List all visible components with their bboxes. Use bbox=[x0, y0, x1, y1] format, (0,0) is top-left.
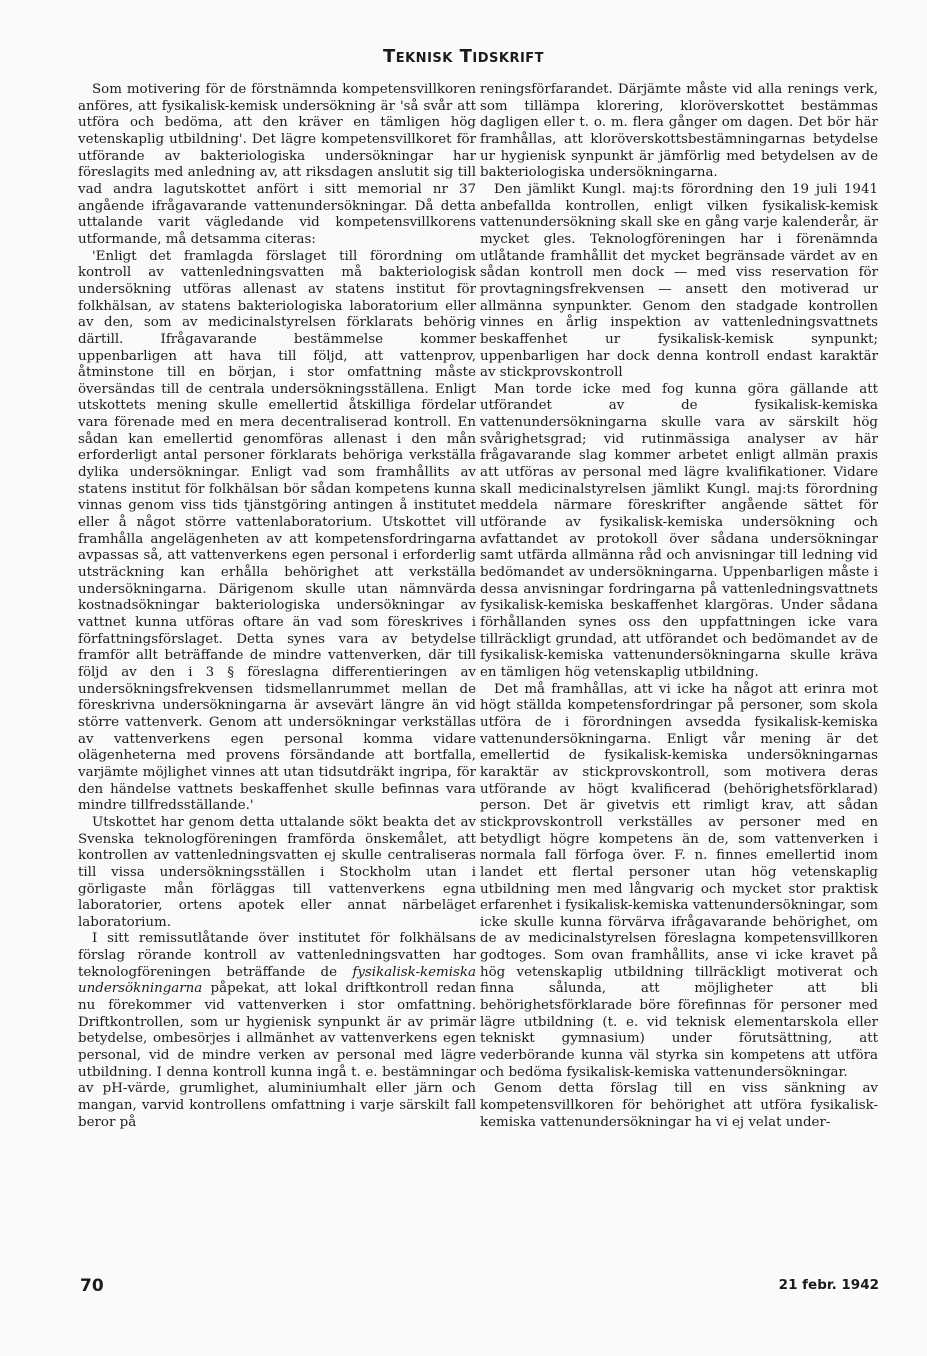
quoted-paragraph: 'Enligt det framlagda förslaget till förordning om kontroll av vattenledningsvatten må bakteriologisk undersökning utföras allenast av statens institut för folkhälsan, av statens bakteriologiska laboratorium eller av den, som av medicinalstyrelsen förklarats behörig därtill. Ifrågavarande bestämmelse kommer uppenbarligen att hava till följd, att vattenprov, åtminstone till en början, i stor omfattning måste översändas till de centrala undersökningsställena. Enligt utskottets mening skulle emellertid åtskilliga fördelar vara förenade med en mera decentraliserad kontroll. En sådan kan emellertid genomföras allenast i den mån erforderligt antal personer förklarats behöriga verkställa dylika undersökningar. Enligt vad som framhållits av statens institut för folkhälsan bör sådan kompetens kunna vinnas genom viss tids tjänstgöring antingen å institutet eller å något större vattenlaboratorium. Utskottet vill framhålla angelägenheten av att kompetensfordringarna avpassas så, att vattenverkens egen personal i erforderlig utsträckning kan erhålla behörighet att verkställa undersökningarna. Därigenom skulle utan nämnvärda kostnadsökningar bakteriologiska undersökningar av vattnet kunna utföras oftare än vad som föreskrives i författningsförslaget. Detta synes vara av betydelse framför allt beträffande de mindre vattenverken, där till följd av den i 3 § föreslagna differentieringen av undersökningsfrekvensen tidsmellanrummet mellan de föreskrivna undersökningarna är avsevärt längre än vid större vattenverk. Genom att undersökningar verkställas av vattenverkens egen personal komma vidare olägenheterna med provens försändande att bortfalla, varjämte möjlighet vinnes att utan tidsutdräkt ingripa, för den händelse vattnets beskaffenhet skulle befinnas vara mindre tillfredsställande.' bbox=[78, 248, 476, 814]
paragraph: Som motivering för de förstnämnda kompetensvillkoren anföres, att fysikalisk-kemisk undersökning är 'så svår att utföra och bedöma, att den kräver en tämligen hög vetenskaplig utbildning'. Det lägre kompetensvillkoret för utförande av bakteriologiska undersökningar har föreslagits med anledning av, att riksdagen anslutit sig till vad andra lagutskottet anfört i sitt memorial nr 37 angående ifrågavarande vattenundersökningar. Då detta uttalande varit vägledande vid kompetensvillkorens utformande, må detsamma citeras: bbox=[78, 82, 476, 247]
left-column bbox=[78, 82, 476, 1131]
italic-term: fysikalisk-kemiska undersökningarna bbox=[78, 964, 476, 997]
issue-date: 21 febr. 1942 bbox=[778, 1277, 879, 1293]
paragraph: Utskottet har genom detta uttalande sökt beakta det av Svenska teknologföreningen framförda önskemålet, att kontrollen av vattenledningsvatten ej skulle centraliseras till vissa undersökningsställen i Stockholm utan i görligaste mån förläggas till vattenverkens egna laboratorier, ortens apotek eller annat närbeläget laboratorium. bbox=[78, 814, 476, 930]
right-column bbox=[480, 82, 878, 1131]
paragraph: Genom detta förslag till en viss sänkning av kompetensvillkoren för behörighet att utföra fysikalisk-kemiska vattenundersökningar ha vi ej velat under- bbox=[480, 1081, 878, 1130]
paragraph: Det må framhållas, att vi icke ha något att erinra mot högt ställda kompetensfordringar på personer, som skola utföra de i förordningen avsedda fysikalisk-kemiska vattenundersökningarna. Enligt vår mening är det emellertid de fysikalisk-kemiska undersökningarnas karaktär av stickprovskontroll, som motivera deras utförande av högt kvalificerad (behörighetsförklarad) person. Det är givetvis ett rimligt krav, att sådan stickprovskontroll verkställes av personer med en betydligt högre kompetens än de, som vattenverken i normala fall förfoga över. F. n. finnes emellertid inom landet ett flertal personer utan hög vetenskaplig utbildning men med långvarig och mycket stor praktisk erfarenhet i fysikalisk-kemiska vattenundersökningar, som icke skulle kunna förvärva ifrågavarande behörighet, om de av medicinalstyrelsen föreslagna kompetensvillkoren godtoges. Som ovan framhållits, anse vi icke kravet på hög vetenskaplig utbildning tillräckligt motiverat och finna sålunda, att möjligheter att bli behörighetsförklarade böre förefinnas för personer med lägre utbildning (t. e. vid teknisk elementarskola eller tekniskt gymnasium) under förutsättning, att vederbörande kunna väl styrka sin kompetens att utföra och bedöma fysikalisk-kemiska vattenundersökningar. bbox=[480, 681, 879, 1080]
journal-masthead: Teknisk Tidskrift bbox=[382, 46, 545, 67]
paragraph bbox=[78, 931, 476, 1131]
continued-paragraph: reningsförfarandet. Därjämte måste vid alla renings verk, som tillämpa klorering, kloröverskottet bestämmas dagligen eller t. o. m. flera gånger om dagen. Det bör här framhållas, att kloröverskottsbestämningarnas betydelse ur hygienisk synpunkt är jämförlig med betydelsen av de bakteriologiska undersökningarna. bbox=[480, 82, 878, 181]
paragraph-text: I sitt remissutlåtande över institutet för folkhälsans förslag rörande kontroll av vattenledningsvatten har teknologföreningen beträffande de bbox=[78, 931, 476, 980]
paragraph: Den jämlikt Kungl. maj:ts förordning den 19 juli 1941 anbefallda kontrollen, enligt vilken fysikalisk-kemisk vattenundersökning skall ske en gång varje kalenderår, är mycket gles. Teknologföreningen har i förenämnda utlåtande framhållit det mycket begränsade värdet av en sådan kontroll men dock — med viss reservation för provtagningsfrekvensen — ansett den motiverad ur allmänna synpunkter. Genom den stadgade kontrollen vinnes en årlig inspektion av vattenledningsvattnets beskaffenhet ur fysikalisk-kemisk synpunkt; uppenbarligen har dock denna kontroll endast karaktär av stickprovskontroll bbox=[480, 181, 878, 381]
page-number: 70 bbox=[80, 1276, 104, 1296]
paragraph-text: påpekat, att lokal driftkontroll redan nu förekommer vid vattenverken i stor omfattning. Driftkontrollen, som ur hygienisk synpunkt är av primär betydelse, ombesörjes i allmänhet av vattenverkens egen personal, vid de mindre verken av personal med lägre utbildning. I denna kontroll kunna ingå t. e. bestämningar av pH-värde, grumlighet, aluminiumhalt eller järn och mangan, varvid kontrollens omfattning i varje särskilt fall beror på bbox=[78, 981, 476, 1130]
paragraph: Man torde icke med fog kunna göra gällande att utförandet av de fysikalisk-kemiska vattenundersökningarna skulle vara av särskilt hög svårighetsgrad; vid rutinmässiga analyser av här frågavarande slag kommer arbetet enligt allmän praxis att utföras av personal med lägre kvalifikationer. Vidare skall medicinalstyrelsen jämlikt Kungl. maj:ts förordning meddela närmare föreskrifter angående sättet för utförande av fysikalisk-kemiska undersökning och avfattandet av protokoll över sådana undersökningar samt utfärda allmänna råd och anvisningar till ledning vid bedömandet av undersökningarna. Uppenbarligen måste i dessa anvisningar fordringarna på vattenledningsvattnets fysikalisk-kemiska beskaffenhet klargöras. Under sådana förhållanden synes oss den uppfattningen icke vara tillräckligt grundad, att utförandet och bedömandet av de fysikalisk-kemiska vattenundersökningarna skulle kräva en tämligen hög vetenskaplig utbildning. bbox=[480, 381, 878, 680]
